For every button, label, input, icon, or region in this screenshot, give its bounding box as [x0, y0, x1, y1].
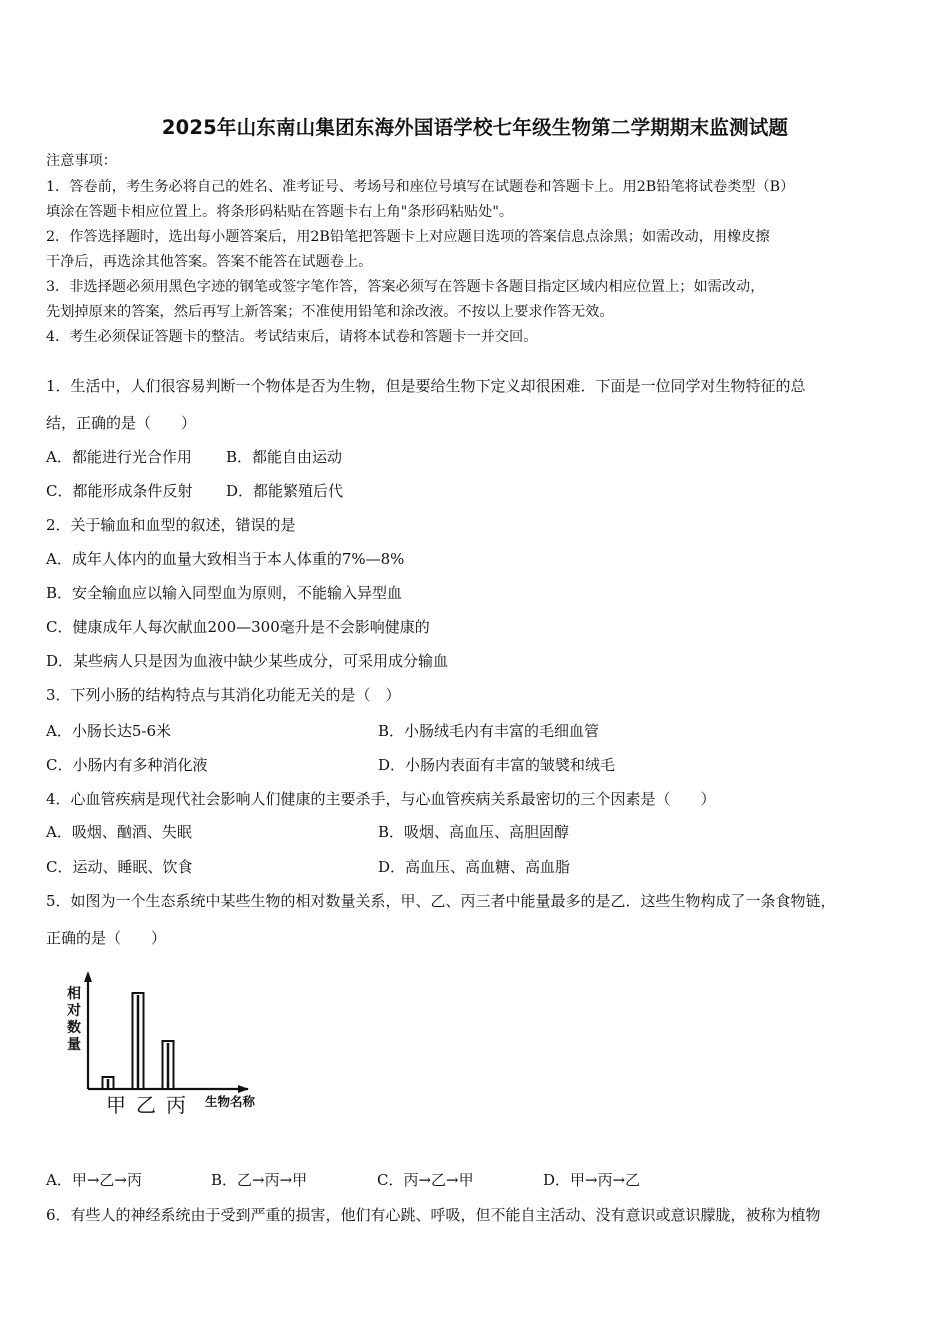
question-1-option-d: D．都能繁殖后代	[226, 482, 344, 500]
y-axis-label-char: 数	[67, 1020, 81, 1036]
notice-line: 填涂在答题卡相应位置上。将条形码粘贴在答题卡右上角"条形码粘贴处"。	[46, 204, 514, 220]
x-axis-label: 生物名称	[205, 1094, 256, 1109]
question-2-option-d: D．某些病人只是因为血液中缺少某些成分，可采用成分输血	[46, 652, 449, 670]
question-5-option-d: D．甲→丙→乙	[543, 1171, 641, 1189]
question-5-stem: 5．如图为一个生态系统中某些生物的相对数量关系，甲、乙、丙三者中能量最多的是乙．这些生物构成了一条食物链，	[46, 892, 836, 910]
question-1-option-a: A．都能进行光合作用	[46, 448, 192, 466]
question-2-option-c: C．健康成年人每次献血200—300毫升是不会影响健康的	[46, 618, 430, 636]
y-axis-arrow	[84, 971, 92, 982]
question-3-option-a: A．小肠长达5-6米	[46, 722, 171, 740]
question-6-stem: 6．有些人的神经系统由于受到严重的损害，他们有心跳、呼吸，但不能自主活动、没有意识或意识朦胧，被称为植物	[46, 1206, 821, 1224]
notice-line: 4．考生必须保证答题卡的整洁。考试结束后，请将本试卷和答题卡一并交回。	[46, 329, 538, 345]
x-tick-label: 甲	[106, 1093, 126, 1117]
question-5-bar-chart	[60, 968, 290, 1118]
question-3-option-b: B．小肠绒毛内有丰富的毛细血管	[378, 722, 600, 740]
question-5-option-c: C．丙→乙→甲	[377, 1171, 474, 1189]
question-1-stem-cont: 结，正确的是（ ）	[46, 414, 197, 432]
question-3-option-c: C．小肠内有多种消化液	[46, 756, 208, 774]
question-3-stem: 3．下列小肠的结构特点与其消化功能无关的是（ ）	[46, 686, 401, 704]
question-4-option-c: C．运动、睡眠、饮食	[46, 858, 193, 876]
question-2-stem: 2．关于输血和血型的叙述，错误的是	[46, 516, 296, 534]
question-5-stem-cont: 正确的是（ ）	[46, 929, 167, 947]
x-tick-label: 丙	[166, 1093, 186, 1117]
question-3-option-d: D．小肠内表面有丰富的皱襞和绒毛	[378, 756, 616, 774]
notice-line: 3．非选择题必须用黑色字迹的钢笔或签字笔作答，答案必须写在答题卡各题目指定区域内相应位置上；如需改动，	[46, 279, 765, 295]
notice-line: 先划掉原来的答案，然后再写上新答案；不准使用铅笔和涂改液。不按以上要求作答无效。	[46, 304, 614, 320]
notice-line: 干净后，再选涂其他答案。答案不能答在试题卷上。	[46, 254, 373, 270]
notice-line: 1．答卷前，考生务必将自己的姓名、准考证号、考场号和座位号填写在试题卷和答题卡上。用2B铅笔将试卷类型（B）	[46, 179, 795, 195]
x-axis-arrow	[238, 1085, 249, 1093]
question-4-option-b: B．吸烟、高血压、高胆固醇	[378, 823, 570, 841]
y-axis-label-char: 相	[67, 986, 81, 1002]
question-4-option-d: D．高血压、高血糖、高血脂	[378, 858, 571, 876]
y-axis-label-char: 量	[67, 1037, 81, 1053]
question-2-option-b: B．安全输血应以输入同型血为原则，不能输入异型血	[46, 584, 403, 602]
question-4-option-a: A．吸烟、酗酒、失眠	[46, 823, 192, 841]
question-4-stem: 4．心血管疾病是现代社会影响人们健康的主要杀手，与心血管疾病关系最密切的三个因素是（ ）	[46, 790, 716, 808]
question-2-option-a: A．成年人体内的血量大致相当于本人体重的7%—8%	[46, 550, 405, 568]
x-tick-label: 乙	[136, 1093, 156, 1117]
notice-line: 2．作答选择题时，选出每小题答案后，用2B铅笔把答题卡上对应题目选项的答案信息点涂黑；如需改动，用橡皮擦	[46, 229, 770, 245]
question-5-option-a: A．甲→乙→丙	[46, 1171, 142, 1189]
question-1-stem: 1．生活中，人们很容易判断一个物体是否为生物，但是要给生物下定义却很困难．下面是一位同学对生物特征的总	[46, 377, 806, 395]
y-axis-label-char: 对	[67, 1003, 81, 1019]
question-5-option-b: B．乙→丙→甲	[211, 1171, 308, 1189]
question-1-option-c: C．都能形成条件反射	[46, 482, 193, 500]
page-title: 2025年山东南山集团东海外国语学校七年级生物第二学期期末监测试题	[161, 116, 789, 139]
question-1-option-b: B．都能自由运动	[226, 448, 343, 466]
notice-heading: 注意事项：	[46, 153, 117, 169]
